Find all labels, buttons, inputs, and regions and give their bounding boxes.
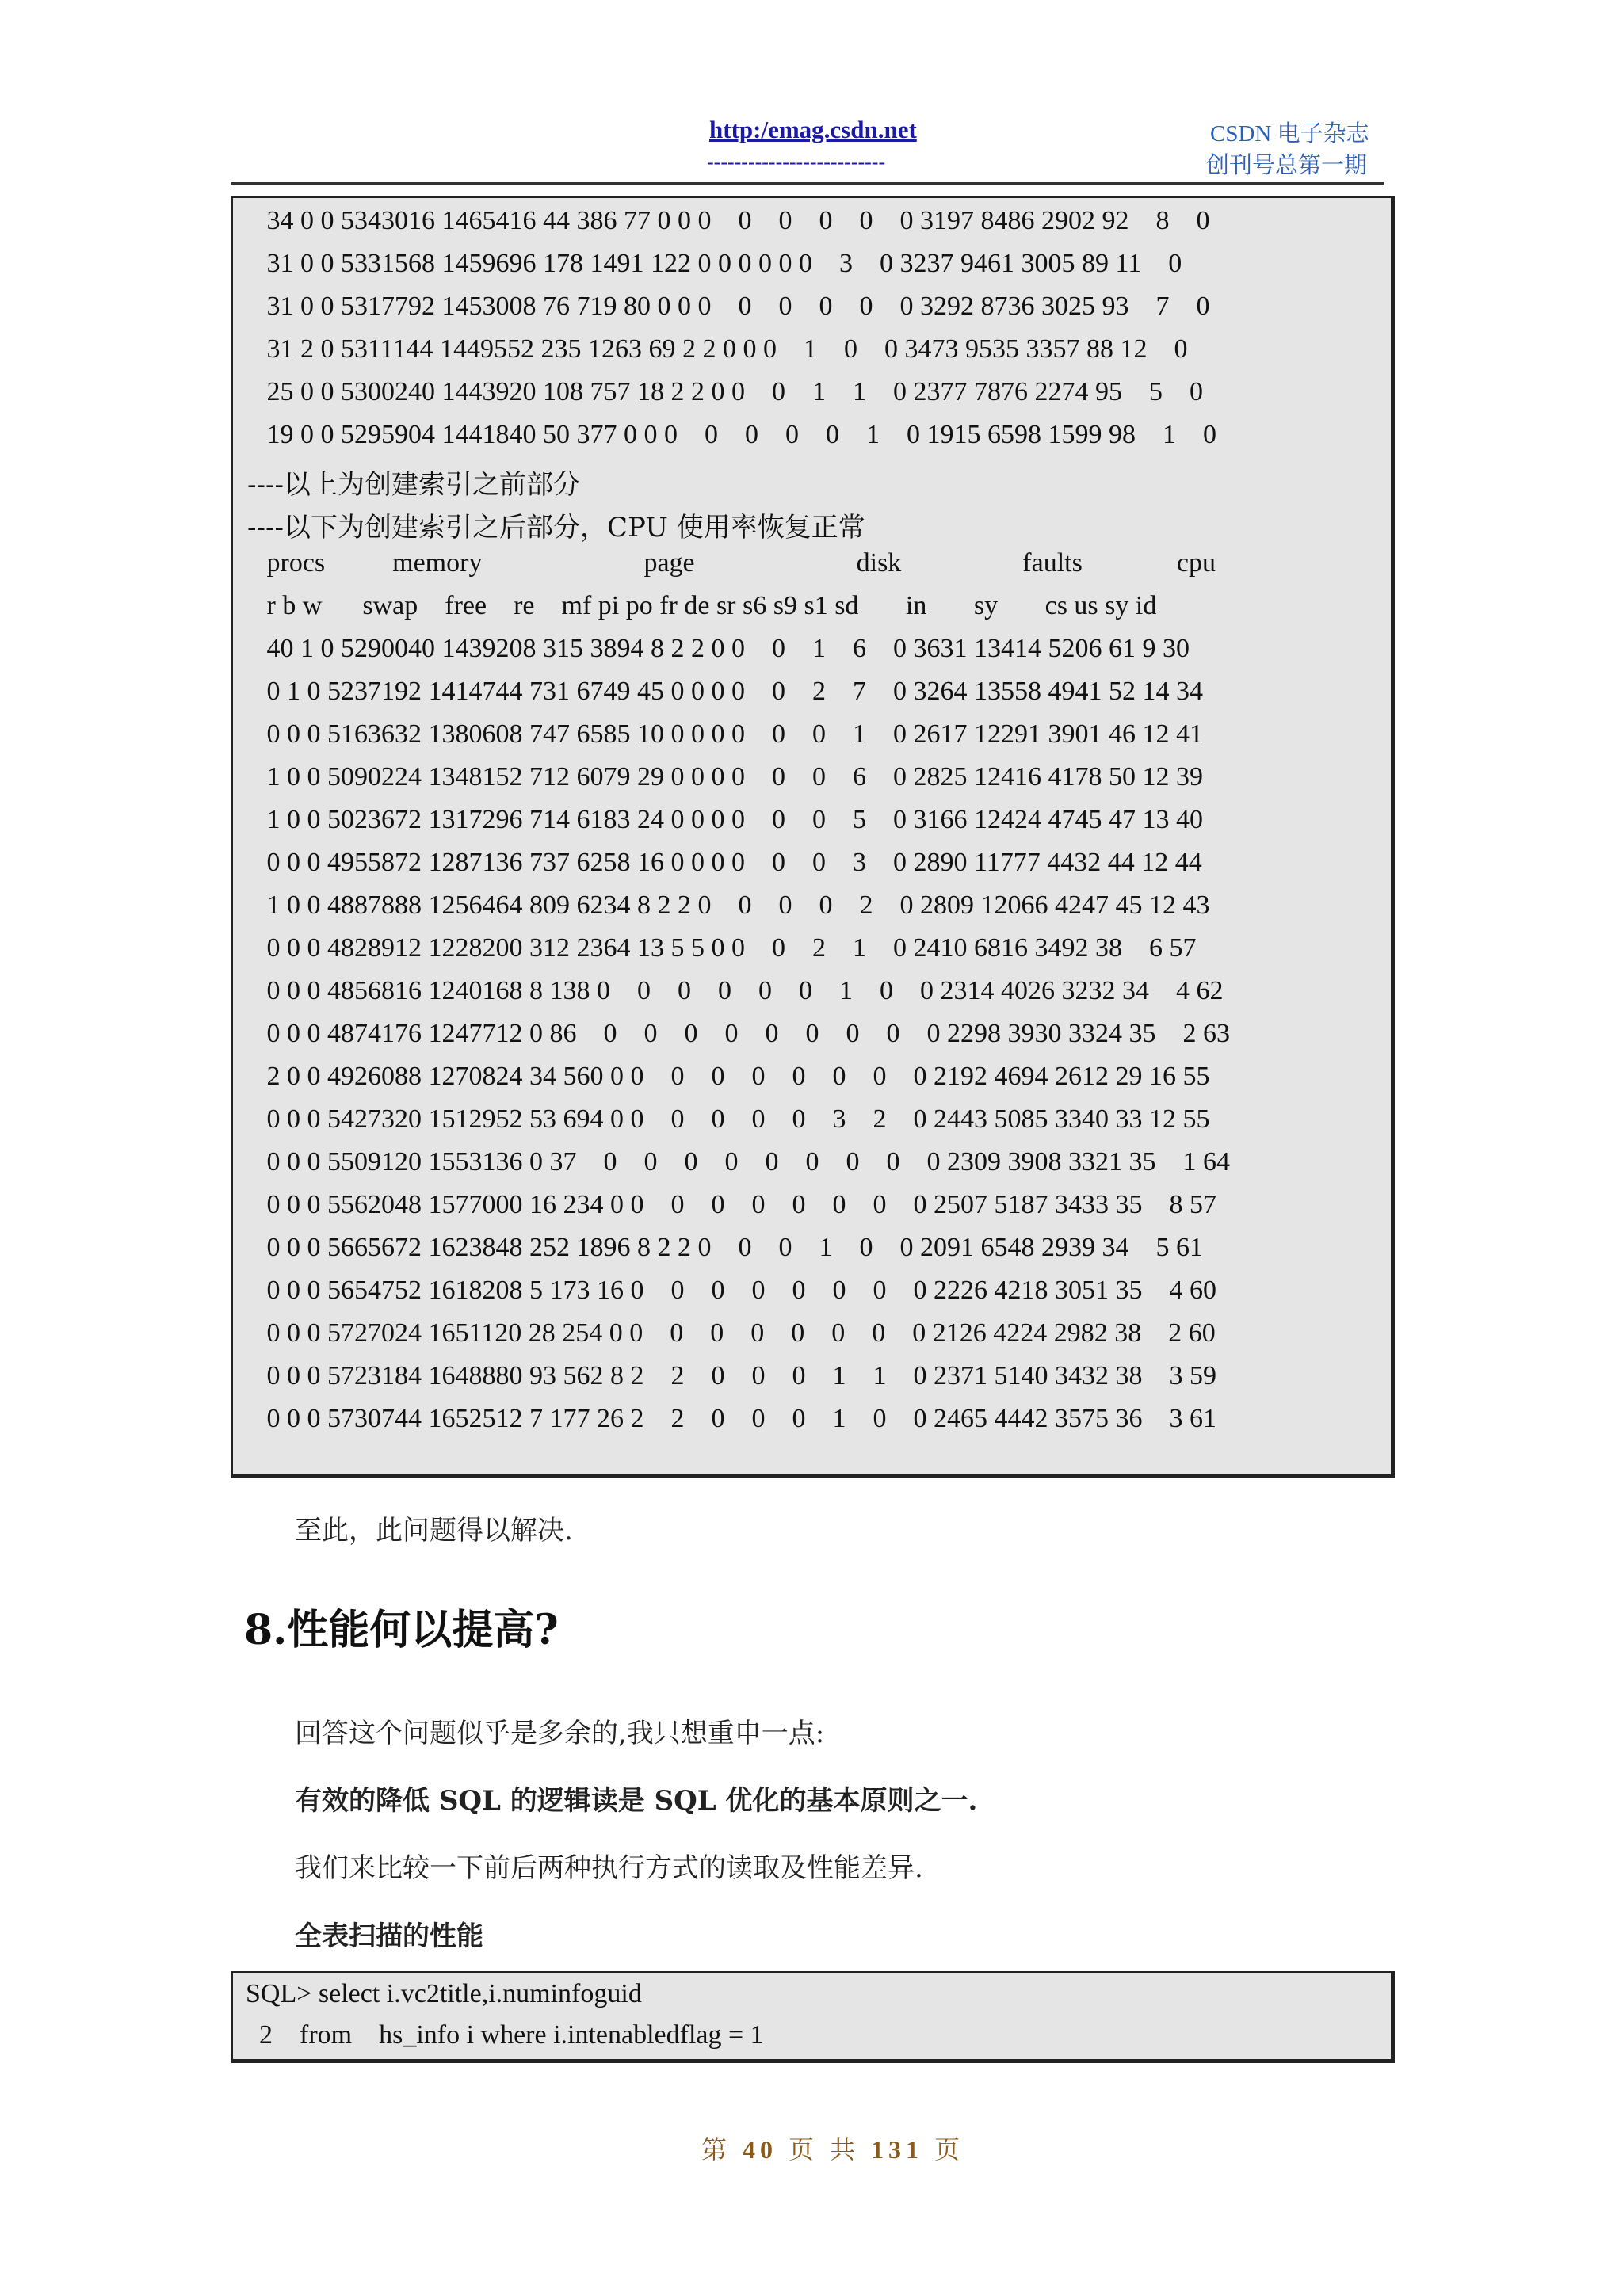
footer-page-number: 40 <box>743 2135 778 2164</box>
code-line: 31 2 0 5311144 1449552 235 1263 69 2 2 0 0 0 1 0 0 3473 9535 3357 88 12 0 <box>260 334 1188 364</box>
code-comment-before-index: ----以上为创建索引之前部分 <box>247 469 580 501</box>
sql-line: SQL> select i.vc2title,i.numinfoguid <box>246 1979 642 2008</box>
page-footer <box>701 2130 964 2166</box>
paragraph-compare: 我们来比较一下前后两种执行方式的读取及性能差异. <box>295 1852 923 1884</box>
code-line: 31 0 0 5331568 1459696 178 1491 122 0 0 0 0 0 0 3 0 3237 9461 3005 89 11 0 <box>260 249 1182 278</box>
code-line: 0 0 0 5427320 1512952 53 694 0 0 0 0 0 0 3 2 0 2443 5085 3340 33 12 55 <box>260 1104 1210 1134</box>
code-line: 0 0 0 4955872 1287136 737 6258 16 0 0 0 0 0 0 3 0 2890 11777 4432 44 12 44 <box>260 848 1202 877</box>
code-line: 34 0 0 5343016 1465416 44 386 77 0 0 0 0 0 0 0 0 3197 8486 2902 92 8 0 <box>260 206 1210 235</box>
footer-mid: 页 共 <box>789 2135 861 2164</box>
footer-prefix: 第 <box>701 2135 732 2164</box>
sql-code-block <box>231 1971 1395 2063</box>
code-line: 0 0 0 5730744 1652512 7 177 26 2 2 0 0 0 1 0 0 2465 4442 3575 36 3 61 <box>260 1404 1216 1433</box>
resolution-sentence: 至此，此问题得以解决. <box>295 1515 573 1547</box>
code-line: 2 0 0 4926088 1270824 34 560 0 0 0 0 0 0 0 0 0 2192 4694 2612 29 16 55 <box>260 1062 1210 1091</box>
paragraph-intro: 回答这个问题似乎是多余的,我只想重申一点: <box>295 1718 825 1749</box>
header-url-underline: -------------------------- <box>707 151 886 174</box>
header-rule <box>231 182 1384 185</box>
code-comment-after-index: ----以下为创建索引之后部分，CPU 使用率恢复正常 <box>247 512 865 543</box>
code-line: 0 0 0 5723184 1648880 93 562 8 2 2 0 0 0 1 1 0 2371 5140 3432 38 3 59 <box>260 1361 1216 1390</box>
footer-suffix: 页 <box>934 2135 965 2164</box>
code-line: 25 0 0 5300240 1443920 108 757 18 2 2 0 0 0 1 1 0 2377 7876 2274 95 5 0 <box>260 377 1203 406</box>
sql-line: 2 from hs_info i where i.intenabledflag = 1 <box>246 2020 764 2050</box>
subheading-full-scan: 全表扫描的性能 <box>295 1920 483 1952</box>
header-issue-label: 创刊号总第一期 <box>1206 151 1368 178</box>
code-line: 0 0 0 4874176 1247712 0 86 0 0 0 0 0 0 0 0 0 2298 3930 3324 35 2 63 <box>260 1019 1230 1048</box>
code-line: 0 0 0 5665672 1623848 252 1896 8 2 2 0 0 0 1 0 0 2091 6548 2939 34 5 61 <box>260 1233 1203 1262</box>
code-line: 40 1 0 5290040 1439208 315 3894 8 2 2 0 0 0 1 6 0 3631 13414 5206 61 9 30 <box>260 634 1190 663</box>
code-line: 0 0 0 5654752 1618208 5 173 16 0 0 0 0 0 0 0 0 2226 4218 3051 35 4 60 <box>260 1276 1216 1305</box>
code-line: 1 0 0 5023672 1317296 714 6183 24 0 0 0 0 0 0 5 0 3166 12424 4745 47 13 40 <box>260 805 1203 834</box>
code-line: 0 0 0 5562048 1577000 16 234 0 0 0 0 0 0 0 0 0 2507 5187 3433 35 8 57 <box>260 1190 1216 1219</box>
code-line: 1 0 0 5090224 1348152 712 6079 29 0 0 0 0 0 0 6 0 2825 12416 4178 50 12 39 <box>260 762 1203 791</box>
code-header-groups: procs memory page disk faults cpu <box>260 548 1216 578</box>
code-line: 1 0 0 4887888 1256464 809 6234 8 2 2 0 0 0 0 2 0 2809 12066 4247 45 12 43 <box>260 891 1210 920</box>
footer-total-pages: 131 <box>871 2135 924 2164</box>
code-line: 0 0 0 5509120 1553136 0 37 0 0 0 0 0 0 0 0 0 2309 3908 3321 35 1 64 <box>260 1147 1230 1177</box>
code-line: 0 0 0 4856816 1240168 8 138 0 0 0 0 0 0 1 0 0 2314 4026 3232 34 4 62 <box>260 976 1224 1005</box>
header-url-link[interactable]: http:/emag.csdn.net <box>709 116 917 143</box>
code-line: 0 0 0 5163632 1380608 747 6585 10 0 0 0 0 0 0 1 0 2617 12291 3901 46 12 41 <box>260 719 1203 749</box>
vmstat-output-block <box>231 196 1395 1478</box>
code-line: 19 0 0 5295904 1441840 50 377 0 0 0 0 0 0 0 1 0 1915 6598 1599 98 1 0 <box>260 420 1216 449</box>
paragraph-principle: 有效的降低 SQL 的逻辑读是 SQL 优化的基本原则之一. <box>295 1785 978 1817</box>
header-magazine-name: CSDN 电子杂志 <box>1210 121 1369 147</box>
code-line: 0 1 0 5237192 1414744 731 6749 45 0 0 0 0 0 2 7 0 3264 13558 4941 52 14 34 <box>260 677 1203 706</box>
code-line: 31 0 0 5317792 1453008 76 719 80 0 0 0 0 0 0 0 0 3292 8736 3025 93 7 0 <box>260 292 1210 321</box>
code-header-columns: r b w swap free re mf pi po fr de sr s6 s9 s1 sd in sy cs us sy id <box>260 591 1157 620</box>
code-line: 0 0 0 4828912 1228200 312 2364 13 5 5 0 0 0 2 1 0 2410 6816 3492 38 6 57 <box>260 933 1197 963</box>
code-line: 0 0 0 5727024 1651120 28 254 0 0 0 0 0 0 0 0 0 2126 4224 2982 38 2 60 <box>260 1318 1216 1348</box>
section-heading: 8.性能何以提高? <box>244 1606 559 1654</box>
